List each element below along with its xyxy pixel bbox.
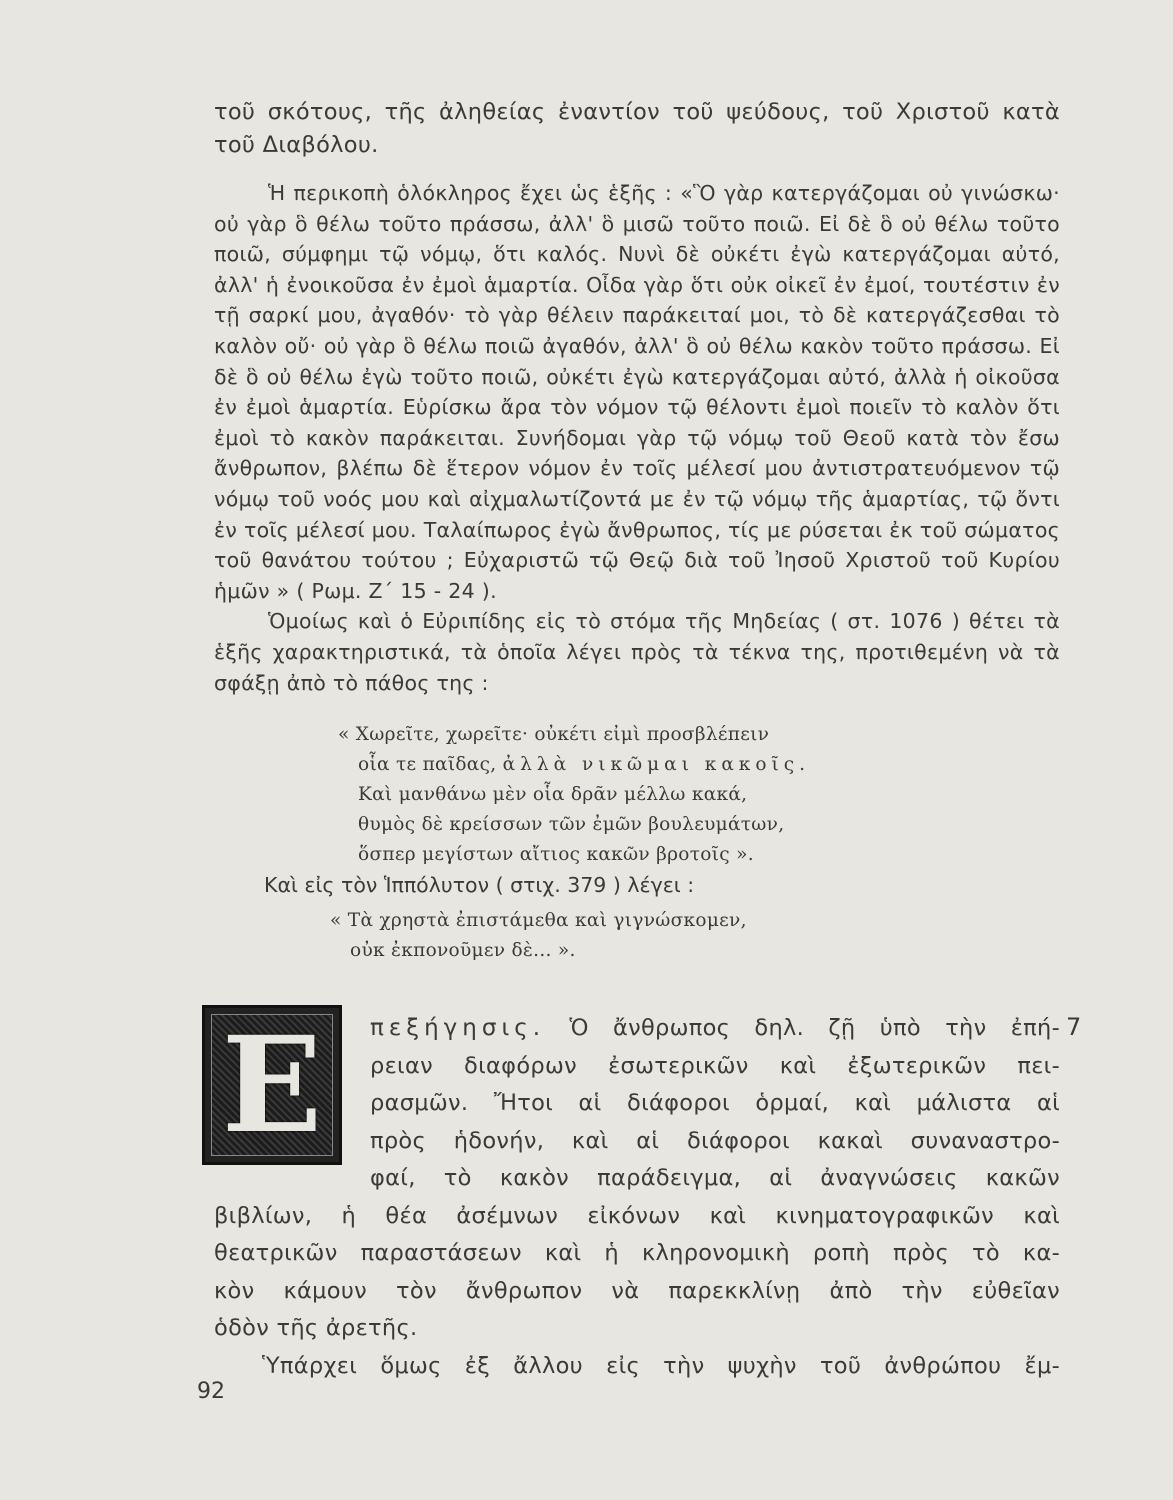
section-line: φαί, τὸ κακὸν παράδειγμα, αἱ ἀναγνώσεις κακῶν [370, 1165, 1060, 1191]
quote-line [338, 750, 810, 780]
section-line: ρειαν διαφόρων ἐσωτερικῶν καὶ ἐξωτερικῶν πει- [370, 1052, 1060, 1079]
romans-paragraph: Ἡ περικοπὴ ὁλόκληρος ἔχει ὡς ἑξῆς : «Ὃ γὰρ κατεργάζομαι οὐ γινώσκω· οὐ γὰρ ὃ θέλω τοῦτο πράσσω, ἀλλ' ὃ μισῶ τοῦτο ποιῶ. Εἰ δὲ ὃ οὐ θέλω τοῦτο ποιῶ, σύμφημι τῷ νόμῳ, ὅτι καλός. Νυνὶ δὲ οὐκέτι ἐγὼ κατεργάζομαι αὐτό, ἀλλ' ἡ ἐνοικοῦσα ἐν ἐμοὶ ἁμαρτία. Οἶδα γὰρ ὅτι οὐκ οἰκεῖ ἐν ἐμοί, τουτέστιν ἐν τῇ σαρκί μου, ἀγαθόν· τὸ γὰρ θέλειν παράκειταί μοι, τὸ δὲ κατεργάζεσθαι τὸ καλὸν οὔ· οὐ γὰρ ὃ θέλω ποιῶ ἀγαθόν, ἀλλ' ὃ οὐ θέλω κακὸν τοῦτο πράσσω. Εἰ δὲ ὃ οὐ θέλω ἐγὼ τοῦτο ποιῶ, οὐκέτι ἐγὼ κατεργάζομαι αὐτό, ἀλλὰ ἡ οἰκοῦσα ἐν ἐμοὶ ἁμαρτία. Εὑρίσκω ἄρα τὸν νόμον τῷ θέλοντι ἐμοὶ ποιεῖν τὸ καλὸν ὅτι ἐμοὶ τὸ κακὸν παράκειται. Συνήδομαι γὰρ τῷ νόμῳ τοῦ Θεοῦ κατὰ τὸν ἔσω ἄνθρωπον, βλέπω δὲ ἕτερον νόμον ἐν τοῖς μέλεσί μου ἀντιστρατευόμενον τῷ νόμῳ τοῦ νοός μου καὶ αἰχμαλωτίζοντά με ἐν τῷ νόμῳ τῆς ἁμαρτίας, τῷ ὄντι ἐν τοῖς μέλεσί μου. Ταλαίπωρος ἐγὼ ἄνθρωπος, τίς με ρύσεται ἐκ τοῦ σώματος τοῦ θανάτου τούτου ; Εὐχαριστῶ τῷ Θεῷ διὰ τοῦ Ἰησοῦ Χριστοῦ τοῦ Κυρίου ἡμῶν » ( Ρωμ. Ζ´ 15 - 24 ). [214, 181, 1060, 603]
section-line: πρὸς ἡδονήν, καὶ αἱ διάφοροι κακαὶ συναναστρο- [370, 1127, 1060, 1154]
quote-line: θυμὸς δὲ κρείσσων τῶν ἐμῶν βουλευμάτων, [358, 814, 785, 835]
quote-line: ὅσπερ μεγίστων αἴτιος κακῶν βροτοῖς ». [358, 844, 754, 865]
epexegesis-section [214, 1010, 1060, 1385]
top-text-block [214, 96, 1060, 698]
quote-line: « Χωρεῖτε, χωρεῖτε· οὐκέτι εἰμὶ προσβλέπειν [338, 724, 770, 745]
section-line: θεατρικῶν παραστάσεων καὶ ἡ κληρονομικὴ ροπὴ πρὸς τὸ κα- [214, 1240, 1060, 1266]
section-line: βιβλίων, ἡ θέα ἀσέμνων εἰκόνων καὶ κινηματογραφικῶν καὶ [214, 1202, 1060, 1229]
hippolytus-quote [330, 906, 747, 966]
opening-paragraph: τοῦ σκότους, τῆς ἀληθείας ἐναντίον τοῦ ψεύδους, τοῦ Χριστοῦ κατὰ τοῦ Διαβόλου. [214, 99, 1060, 158]
section-line: Ὑπάρχει ὅμως ἐξ ἄλλου εἰς τὴν ψυχὴν τοῦ ἀνθρώπου ἔμ- [262, 1352, 1060, 1379]
quote-fragment-spaced: ἀλλὰ νικῶμαι κακοῖς. [502, 754, 811, 775]
quote-fragment: οἷα τε παῖδας, [358, 754, 497, 775]
section-line: κὸν κάμουν τὸν ἄνθρωπον νὰ παρεκκλίνῃ ἀπὸ τὴν εὐθεῖαν [214, 1277, 1060, 1304]
hippolytus-intro: Καὶ εἰς τὸν Ἱππόλυτον ( στιχ. 379 ) λέγει : [264, 873, 695, 897]
quote-line: Καὶ μανθάνω μὲν οἷα δρᾶν μέλλω κακά, [358, 784, 748, 805]
section-line: ὁδὸν τῆς ἀρετῆς. [214, 1315, 418, 1341]
dropcap-letter: Ε [221, 1007, 323, 1163]
section-text: Ὁ ἄνθρωπος δηλ. ζῇ ὑπὸ τὴν ἐπή- [569, 1015, 1061, 1041]
margin-verse-number: 7 [1066, 1013, 1082, 1041]
euripides-paragraph: Ὁμοίως καὶ ὁ Εὐριπίδης εἰς τὸ στόμα τῆς Μηδείας ( στ. 1076 ) θέτει τὰ ἑξῆς χαρακτηριστικά, τὰ ὁποῖα λέγει πρὸς τὰ τέκνα της, προτιθεμένη νὰ τὰ σφάξῃ ἀπὸ τὸ πάθος της : [214, 609, 1060, 695]
section-heading: πεξήγησις. [370, 1015, 546, 1041]
section-line: ρασμῶν. Ἤτοι αἱ διάφοροι ὁρμαί, καὶ μάλιστα αἱ [370, 1090, 1060, 1116]
quote-line: οὐκ ἐκπονοῦμεν δὲ... ». [350, 940, 576, 961]
quote-line: « Τὰ χρηστὰ ἐπιστάμεθα καὶ γιγνώσκομεν, [330, 910, 747, 931]
medea-quote [338, 720, 810, 870]
page-number: 92 [197, 1379, 225, 1404]
section-line [370, 1010, 1060, 1048]
